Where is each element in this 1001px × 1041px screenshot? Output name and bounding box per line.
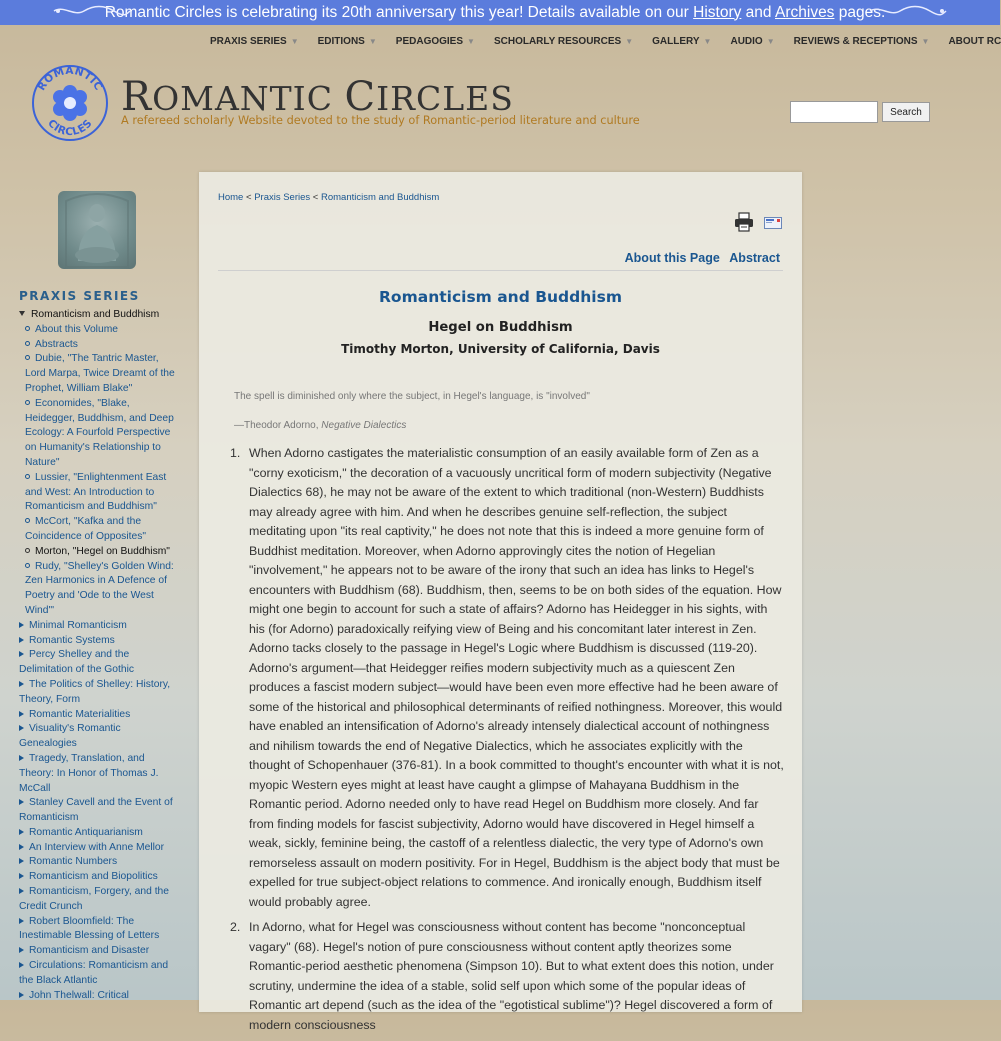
site-slogan: A refereed scholarly Website devoted to the study of Romantic-period literature and culture <box>121 114 640 127</box>
sidebar-item-romantic-numbers[interactable] <box>19 855 179 870</box>
paragraph-text: When Adorno castigates the materialistic consumption of an easily available form of Zen as a "corny exoticism," the decoration of a vacuously uncritical form of modern subjectivity (Negative Dialectics 68), he may not be aware of the extent to which traditional (non-Western) Buddhists may already agree with him. And when he describes genuine self-reflection, the subject meditating upon "its real captivity," he does not note that this is indeed a more genuine form of Buddhist meditation. Moreover, when Adorno approvingly cites the notion of Hegelian "involvement," he appears not to be aware of the irony that such an idea has links to Hegel's encounters with Buddhism (68). Buddhism, then, seems to be on both sides of the equation. How might one begin to account for such a state of affairs? Adorno has Heidegger in his sights, with his (for Adorno) paradoxically reifying view of Being and his concomitant later interest in Zen. Adorno tacks closely to the passage in Hegel's Logic where Buddhism is discussed (119-20). Adorno's argument—that Heidegger reifies modern subjectivity much as a quiescent Zen produces a fascist modern subject—would have been even more effective had he been aware of some of the historical and philosophical determinants of reified nothingness. Moreover, this would have enabled an intensification of Adorno's already intensely dialectical account of nothingness and nihilism towards the end of Negative Dialectics, which he associates explicitly with the thought of Schopenhauer (376-81). In a book committed to thought's encounter with what it is not, myopic Western eyes might at least have caught a glimpse of Mahayana Buddhism in the Romantic period. Adorno needed only to have read Hegel on Buddhism more closely. And far from finding models for fascist subjectivity, Adorno would have discovered in Hegel himself a weak, sickly, feminine being, the castoff of a relentless dialectic, the very type of Adorno's own remorseless assault on modern positivity. For in Hegel, Buddhism is the abject body that must be expelled for true subject-object relations to commence. And ironically enough, Buddhism itself would probably agree. <box>249 446 784 909</box>
collapsed-triangle-icon <box>19 651 24 657</box>
sidebar-item-label: Abstracts <box>35 338 78 350</box>
sidebar-item-label: Romantic Numbers <box>29 856 118 868</box>
breadcrumb-home-link[interactable]: Home <box>218 192 244 203</box>
sidebar-item-robert-bloomfield[interactable] <box>19 915 179 945</box>
paragraph <box>230 444 785 912</box>
banner-text-start: Romantic Circles is celebrating its 20th anniversary this year! Details available on our <box>104 3 689 21</box>
collapsed-triangle-icon <box>19 844 24 850</box>
search-button[interactable]: Search <box>882 102 930 122</box>
nav-label: AUDIO <box>730 36 763 47</box>
caret-down-icon: ▼ <box>467 37 475 46</box>
banner-history-link[interactable]: History <box>693 3 742 21</box>
collapsed-triangle-icon <box>19 992 24 998</box>
banner-text-end: pages. <box>838 3 886 21</box>
sidebar-title: PRAXIS SERIES <box>19 289 140 303</box>
paragraph-number: 2. <box>230 920 241 934</box>
sidebar-item-label: An Interview with Anne Mellor <box>29 841 165 853</box>
collapsed-triangle-icon <box>19 888 24 894</box>
breadcrumb-praxis-link[interactable]: Praxis Series <box>254 192 311 203</box>
paragraph-text: In Adorno, what for Hegel was consciousness without content has become "nonconceptual vagary" (68). Hegel's notion of pure consciousness without content aptly theorizes some Romantic-period aesthetic phenomena (Simpson 10). But to what extent does this notion, under scrutiny, undermine the idea of a stable, solid self upon which some of the popular ideas of Romantic art depend (such as the idea of the "egotistical sublime")? Hegel discovered a form of modern consciousness <box>249 920 774 1032</box>
sidebar-item-label: Morton, "Hegel on Buddhism" <box>35 545 170 557</box>
sidebar-item-label: Dubie, "The Tantric Master, Lord Marpa, Twice Dreamt of the Prophet, William Blake" <box>25 353 175 394</box>
site-logo-circles-icon[interactable] <box>31 64 109 142</box>
banner-archives-link[interactable]: Archives <box>775 3 835 21</box>
sidebar-item-label: Romantic Materialities <box>29 708 131 720</box>
nav-label: EDITIONS <box>317 36 365 47</box>
swirl-ornament-right-icon <box>868 4 948 21</box>
circle-bullet-icon <box>25 326 30 331</box>
collapsed-triangle-icon <box>19 711 24 717</box>
sidebar-item-label: Minimal Romanticism <box>29 619 127 631</box>
sidebar-item-visualitys-genealogies[interactable] <box>19 722 179 752</box>
sidebar-item-label: Romanticism and Disaster <box>29 945 150 957</box>
expanded-triangle-icon <box>19 311 25 316</box>
collapsed-triangle-icon <box>19 681 24 687</box>
circle-bullet-icon <box>25 400 30 405</box>
sidebar-item-label: Romanticism, Forgery, and the Credit Crunch <box>19 886 170 912</box>
sidebar-item-label: Stanley Cavell and the Event of Romanticism <box>19 797 173 824</box>
buddha-sculpture-image <box>58 191 136 269</box>
sidebar-item-percy-shelley-gothic[interactable] <box>19 648 179 678</box>
sidebar-item-label: Lussier, "Enlightenment East and West: An Introduction to Romanticism and Buddhism" <box>25 471 167 513</box>
collapsed-triangle-icon <box>19 858 24 864</box>
circle-bullet-icon <box>25 563 30 568</box>
site-title-cap-c: C <box>344 74 377 120</box>
mail-icon[interactable] <box>764 216 782 234</box>
sidebar-menu <box>19 308 179 1003</box>
site-title-part-ircles: IRCLES <box>376 79 514 118</box>
sidebar-item-stanley-cavell[interactable] <box>19 796 179 826</box>
divider <box>218 270 783 271</box>
sidebar-item-biopolitics[interactable] <box>19 870 179 885</box>
breadcrumb-separator: < <box>312 192 319 203</box>
site-title-cap-r: R <box>121 74 153 120</box>
sidebar-item-romantic-antiquarianism[interactable] <box>19 826 179 841</box>
nav-scholarly-resources[interactable] <box>494 36 633 47</box>
nav-pedagogies[interactable] <box>396 36 475 47</box>
nav-label: GALLERY <box>652 36 700 47</box>
breadcrumb-separator: < <box>245 192 252 203</box>
caret-down-icon: ▼ <box>290 37 299 46</box>
nav-label: REVIEWS & RECEPTIONS <box>793 36 918 47</box>
circle-bullet-icon <box>25 341 30 346</box>
sidebar-item-label: John Thelwall: Critical <box>29 989 129 1001</box>
caret-down-icon: ▼ <box>766 37 775 46</box>
svg-text:CIRCLES: CIRCLES <box>45 117 95 139</box>
paragraph <box>230 918 785 1035</box>
sidebar-item-label: Robert Bloomfield: The Inestimable Blessing of Letters <box>19 915 160 942</box>
sidebar-item-romantic-materialities[interactable] <box>19 708 179 723</box>
sidebar-item-label: Romantic Antiquarianism <box>29 826 143 838</box>
sidebar-item-circulations[interactable] <box>19 959 179 989</box>
site-title-part-omantic: OMANTIC <box>152 79 345 118</box>
sidebar-item-label: Romanticism and Biopolitics <box>29 871 158 883</box>
collapsed-triangle-icon <box>19 918 24 924</box>
epigraph-source <box>234 420 406 431</box>
search-input[interactable] <box>790 101 878 123</box>
nav-praxis-series[interactable] <box>210 36 299 47</box>
breadcrumb-current-link[interactable]: Romanticism and Buddhism <box>321 192 440 203</box>
circle-bullet-icon <box>25 518 30 523</box>
sidebar-item-politics-of-shelley[interactable] <box>19 678 179 708</box>
breadcrumb <box>218 192 439 203</box>
collapsed-triangle-icon <box>19 622 24 628</box>
epigraph-quote: The spell is diminished only where the subject, in Hegel's language, is "involved" <box>234 391 590 402</box>
collapsed-triangle-icon <box>19 829 24 835</box>
nav-label: ABOUT RC <box>948 36 1001 47</box>
collapsed-triangle-icon <box>19 947 24 953</box>
sidebar-item-minimal-romanticism[interactable] <box>19 619 179 634</box>
circle-bullet-icon <box>25 548 30 553</box>
collapsed-triangle-icon <box>19 962 24 968</box>
sidebar-item-label: About this Volume <box>35 323 118 335</box>
essay-body <box>230 444 785 1041</box>
circle-bullet-icon <box>25 474 30 479</box>
author-line: Timothy Morton, University of California, Davis <box>341 342 660 356</box>
sidebar-item-john-thelwall[interactable] <box>19 989 179 1004</box>
tab-abstract[interactable]: Abstract <box>729 251 780 265</box>
sidebar-item-label: Rudy, "Shelley's Golden Wind: Zen Harmonics in A Defence of Poetry and 'Ode to the West Wind'" <box>25 560 174 616</box>
paragraph-number: 1. <box>230 446 241 460</box>
sidebar-item-label: The Politics of Shelley: History, Theory, Form <box>19 678 171 705</box>
epigraph-source-title: Negative Dialectics <box>321 420 407 431</box>
essay-title: Hegel on Buddhism <box>428 320 573 335</box>
sidebar-item-label: Circulations: Romanticism and the Black Atlantic <box>19 960 169 986</box>
nav-reviews-receptions[interactable] <box>794 36 930 47</box>
nav-label: PEDAGOGIES <box>395 36 464 47</box>
caret-down-icon: ▼ <box>921 37 930 46</box>
sidebar-item-tragedy-translation-theory[interactable] <box>19 752 179 796</box>
collapsed-triangle-icon <box>19 755 24 761</box>
nav-about-rc[interactable] <box>948 36 1001 47</box>
sidebar-item-label: Romantic Systems <box>29 634 115 646</box>
sidebar-item-forgery-credit-crunch[interactable] <box>19 885 179 915</box>
sidebar-item-rudy[interactable] <box>19 560 179 619</box>
sidebar-item-romanticism-disaster[interactable] <box>19 944 179 959</box>
volume-title: Romanticism and Buddhism <box>379 288 622 306</box>
tab-about-this-page[interactable]: About this Page <box>624 251 720 265</box>
banner-text-and: and <box>745 3 772 21</box>
page-tabs <box>619 251 780 265</box>
caret-down-icon: ▼ <box>625 37 634 46</box>
main-content <box>199 172 802 1032</box>
circle-bullet-icon <box>25 355 30 360</box>
nav-editions[interactable] <box>318 36 377 47</box>
collapsed-triangle-icon <box>19 637 24 643</box>
sidebar-item-abstracts[interactable] <box>19 338 179 353</box>
nav-label: PRAXIS SERIES <box>210 36 287 47</box>
sidebar-item-label: Percy Shelley and the Delimitation of the Gothic <box>19 649 135 676</box>
print-icon[interactable] <box>734 212 754 237</box>
collapsed-triangle-icon <box>19 799 24 805</box>
svg-text:ROMANTIC: ROMANTIC <box>35 64 105 93</box>
epigraph-source-author: —Theodor Adorno, <box>234 420 322 431</box>
caret-down-icon: ▼ <box>368 37 377 46</box>
anniversary-banner <box>0 0 1000 25</box>
collapsed-triangle-icon <box>19 725 24 731</box>
sidebar-item-romantic-systems[interactable] <box>19 634 179 649</box>
main-nav <box>210 36 1000 47</box>
sidebar-item-mccort[interactable] <box>19 515 179 545</box>
sidebar-current-volume-label: Romanticism and Buddhism <box>31 309 160 320</box>
sidebar-item-economides[interactable] <box>19 397 179 471</box>
sidebar-item-label: McCort, "Kafka and the Coincidence of Opposites" <box>25 516 146 542</box>
sidebar-item-dubie[interactable] <box>19 352 179 396</box>
sidebar-item-morton-active[interactable] <box>19 545 179 560</box>
sidebar-current-volume[interactable] <box>19 308 179 323</box>
sidebar-item-label: Visuality's Romantic Genealogies <box>19 723 121 750</box>
nav-gallery[interactable] <box>652 36 711 47</box>
nav-audio[interactable] <box>730 36 774 47</box>
sidebar-item-about-volume[interactable] <box>19 323 179 338</box>
sidebar-item-label: Economides, "Blake, Heidegger, Buddhism, and Deep Ecology: A Fourfold Perspective on Humanity's Relationship to Nature" <box>25 397 174 468</box>
collapsed-triangle-icon <box>19 873 24 879</box>
caret-down-icon: ▼ <box>703 37 712 46</box>
swirl-ornament-left-icon <box>52 4 132 21</box>
sidebar-item-label: Tragedy, Translation, and Theory: In Honor of Thomas J. McCall <box>19 752 159 794</box>
sidebar-item-anne-mellor[interactable] <box>19 841 179 856</box>
sidebar-item-lussier[interactable] <box>19 471 179 515</box>
nav-label: SCHOLARLY RESOURCES <box>493 36 622 47</box>
